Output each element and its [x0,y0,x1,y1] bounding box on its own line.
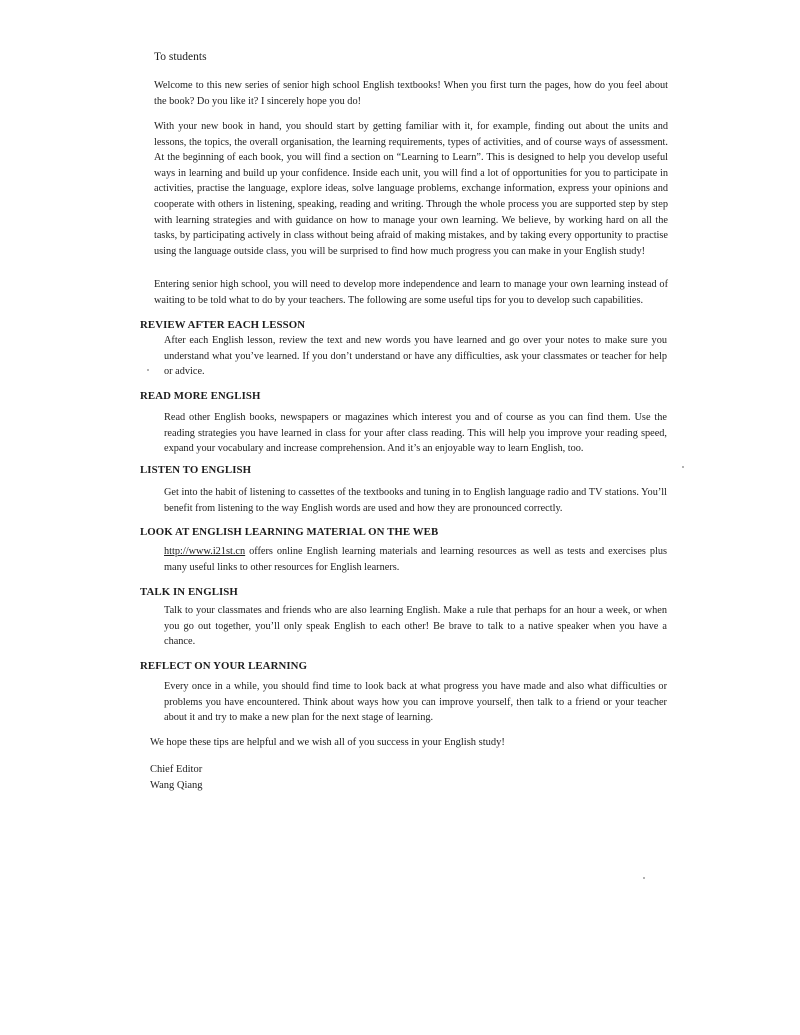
scan-speck [643,877,645,879]
intro-paragraph: With your new book in hand, you should start by getting familiar with it, for example, finding out about the units and lessons, the topics, the overall organisation, the learning requirements, types of activities, and of course ways of assessment. At the beginning of each book, you will find a section on “Learning to Learn”. This is designed to help you develop useful ways in learning and build up your confidence. Inside each unit, you will find a lot of opportunities for you to participate in activities, practise the language, explore ideas, solve language problems, exchange information, express your opinions and cooperate with others in listening, speaking, reading and writing. Through the whole process you are supported step by step with learning strategies and with guidance on how to manage your own learning. We believe, by working hard on all the tasks, by participating actively in class without being afraid of making mistakes, and by taking every opportunity to practise using the language outside class, you will be surprised to find how much progress you can make in your English study! [154,121,668,257]
tip-text-web-body: offers online English learning materials and learning resources as well as tests and exercises plus many useful links to other resources for English learners. [164,546,667,573]
tip-heading-listen: LISTEN TO ENGLISH [140,464,252,476]
tip-text-talk: Talk to your classmates and friends who are also learning English. Make a rule that perhaps for an hour a week, or when you go out together, you’ll only speak English to each other! Be brave to talk to a native speaker when you have a chance. [164,605,667,648]
tip-heading-review: REVIEW AFTER EACH LESSON [140,319,306,331]
tip-text-review: After each English lesson, review the text and new words you have learned and go over your notes to make sure you understand what you’ve learned. If you don’t understand or have any difficulties, ask your classmates or teacher for help or advice. [164,335,667,378]
tip-heading-reflect: REFLECT ON YOUR LEARNING [140,660,308,672]
tip-text-web [164,544,667,575]
tip-heading-web: LOOK AT ENGLISH LEARNING MATERIAL ON THE WEB [140,526,439,538]
signature-title: Chief Editor [150,764,203,775]
intro-paragraph: Welcome to this new series of senior high school English textbooks! When you first turn the pages, how do you feel about the book? Do you like it? I sincerely hope you do! [154,80,668,107]
tip-heading-read: READ MORE ENGLISH [140,390,261,402]
tip-text-reflect: Every once in a while, you should find time to look back at what progress you have made and also what difficulties or problems you have encountered. Think about ways how you can improve yourself, then talk to a friend or your teacher about it and try to make a new plan for the next stage of learning. [164,681,667,724]
tip-text-read: Read other English books, newspapers or magazines which interest you and of course as you can find them. Use the reading strategies you have learned in class for your after class reading. This will help you improve your reading speed, expand your vocabulary and increase comprehension. And it’s an enjoyable way to learn English, too. [164,412,667,455]
signature-block [150,762,203,793]
intro-paragraph: Entering senior high school, you will need to develop more independence and learn to manage your own learning instead of waiting to be told what to do by your teachers. The following are some useful tips for you to develop such capabilities. [154,279,668,306]
greeting: To students [154,51,207,63]
web-link[interactable]: http://www.i21st.cn [164,546,246,557]
tip-text-listen: Get into the habit of listening to cassettes of the textbooks and tuning in to English language radio and TV stations. You’ll benefit from listening to the way English words are used and how they are pronounced correctly. [164,487,667,514]
tip-heading-talk: TALK IN ENGLISH [140,586,238,598]
scan-speck [682,466,684,468]
scan-speck [147,369,149,371]
signature-name: Wang Qiang [150,779,203,791]
closing-line: We hope these tips are helpful and we wish all of you success in your English study! [150,737,505,748]
